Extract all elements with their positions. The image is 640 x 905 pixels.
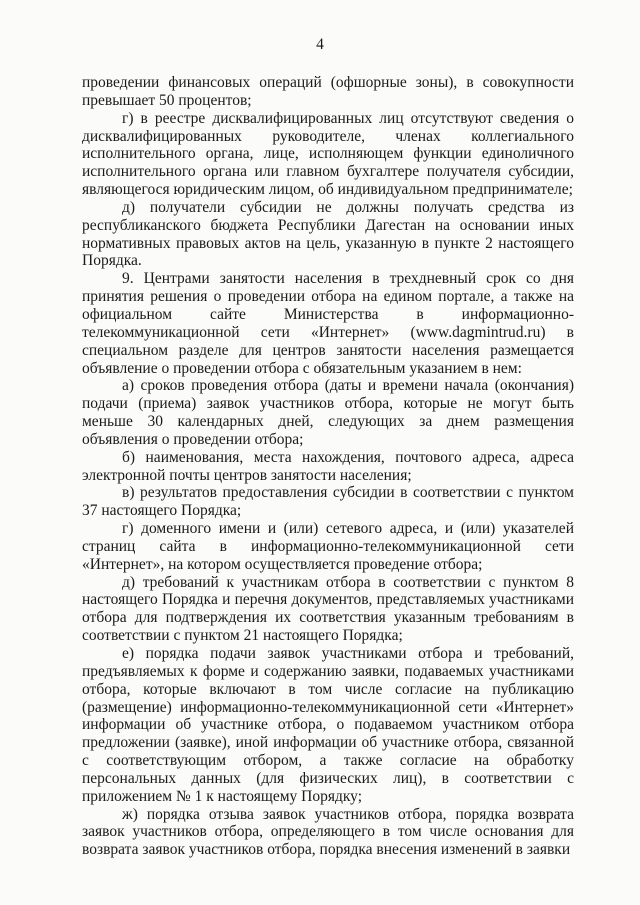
paragraph: д) требований к участникам отбора в соответствии с пунктом 8 настоящего Порядка и перечня документов, представляемых участниками отбора для подтверждения их соответствия указанным требованиям в соответствии с пунктом 21 настоящего Порядка; [82, 573, 574, 645]
paragraph: 9. Центрами занятости населения в трехдневный срок со дня принятия решения о проведении отбора на едином портале, а также на официальном сайте Министерства в информационно-телекоммуникационной сети «Интернет» (www.dagmintrud.ru) в специальном разделе для центров занятости населения размещается объявление о проведении отбора с обязательным указанием в нем: [82, 270, 574, 377]
page-number: 4 [316, 36, 324, 53]
paragraph: проведении финансовых операций (офшорные зоны), в совокупности превышает 50 процентов; [82, 74, 574, 109]
paragraph: е) порядка подачи заявок участниками отбора и требований, предъявляемых к форме и содержанию заявки, подаваемых участниками отбора, которые включают в том числе согласие на публикацию (размещение) информационно-телекоммуникационной сети «Интернет» информации об участнике отбора, о подаваемом участником отбора предложении (заявке), иной информации об участнике отбора, связанной с соответствующим отбором, а также согласие на обработку персональных данных (для физических лиц), в соответствии с приложением № 1 к настоящему Порядку; [82, 645, 574, 805]
document-body [82, 74, 574, 859]
paragraph: а) сроков проведения отбора (даты и времени начала (окончания) подачи (приема) заявок участников отбора, которые не могут быть меньше 30 календарных дней, следующих за днем размещения объявления о проведении отбора; [82, 377, 574, 448]
paragraph: г) в реестре дисквалифицированных лиц отсутствуют сведения о дисквалифицированных руководителе, членах коллегиального исполнительного органа, лице, исполняющем функции единоличного исполнительного органа или главном бухгалтере получателя субсидии, являющегося юридическим лицом, об индивидуальном предпринимателе; [82, 109, 574, 199]
paragraph: ж) порядка отзыва заявок участников отбора, порядка возврата заявок участников отбора, определяющего в том числе основания для возврата заявок участников отбора, порядка внесения изменений в заявки [82, 805, 574, 859]
paragraph: г) доменного имени и (или) сетевого адреса, и (или) указателей страниц сайта в информационно-телекоммуникационной сети «Интернет», на котором осуществляется проведение отбора; [82, 520, 574, 573]
paragraph: д) получатели субсидии не должны получать средства из республиканского бюджета Республики Дагестан на основании иных нормативных правовых актов на цель, указанную в пункте 2 настоящего Порядка. [82, 198, 574, 270]
paragraph: в) результатов предоставления субсидии в соответствии с пунктом 37 настоящего Порядка; [82, 484, 574, 520]
paragraph: б) наименования, места нахождения, почтового адреса, адреса электронной почты центров занятости населения; [82, 448, 574, 484]
